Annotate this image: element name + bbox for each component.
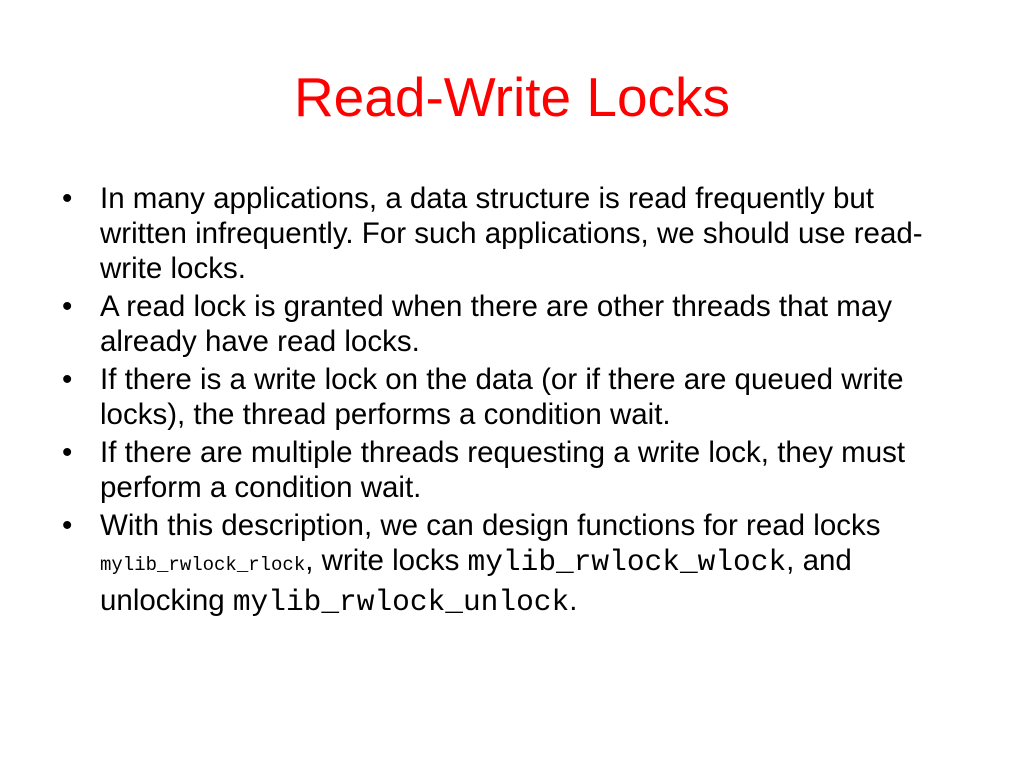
bullet-item-5: [62, 508, 967, 620]
bullet-dot-icon: •: [62, 436, 73, 469]
bullet-dot-icon: •: [62, 182, 73, 215]
code-rlock: mylib_rwlock_rlock: [100, 554, 306, 576]
bullet-dot-icon: •: [62, 509, 73, 542]
bullet-dot-icon: •: [62, 290, 73, 323]
bullet-item-4: [62, 435, 967, 505]
bullet-item-2: [62, 289, 967, 359]
slide-title: Read-Write Locks: [293, 66, 731, 128]
bullet-text-part: With this description, we can design functions for read locks: [100, 509, 881, 542]
bullet-text-part: , write locks: [305, 544, 468, 577]
bullet-text: If there is a write lock on the data (or if there are queued write locks), the thread performs a condition wait.: [100, 363, 904, 431]
bullet-text: A read lock is granted when there are other threads that may already have read locks.: [100, 290, 893, 358]
bullet-item-1: [62, 181, 967, 286]
bullet-text-part: , and unlocking: [100, 544, 852, 617]
bullet-text: In many applications, a data structure is read frequently but written infrequently. For such applications, we should use read-write locks.: [100, 182, 923, 285]
bullet-text-part: .: [569, 584, 578, 617]
code-wlock: mylib_rwlock_wlock: [467, 545, 787, 579]
bullet-dot-icon: •: [62, 363, 73, 396]
code-unlock: mylib_rwlock_unlock: [232, 585, 570, 619]
bullet-text: If there are multiple threads requesting a write lock, they must perform a condition wait.: [100, 436, 906, 504]
bullet-item-3: [62, 362, 967, 432]
bullet-list: [62, 181, 967, 623]
